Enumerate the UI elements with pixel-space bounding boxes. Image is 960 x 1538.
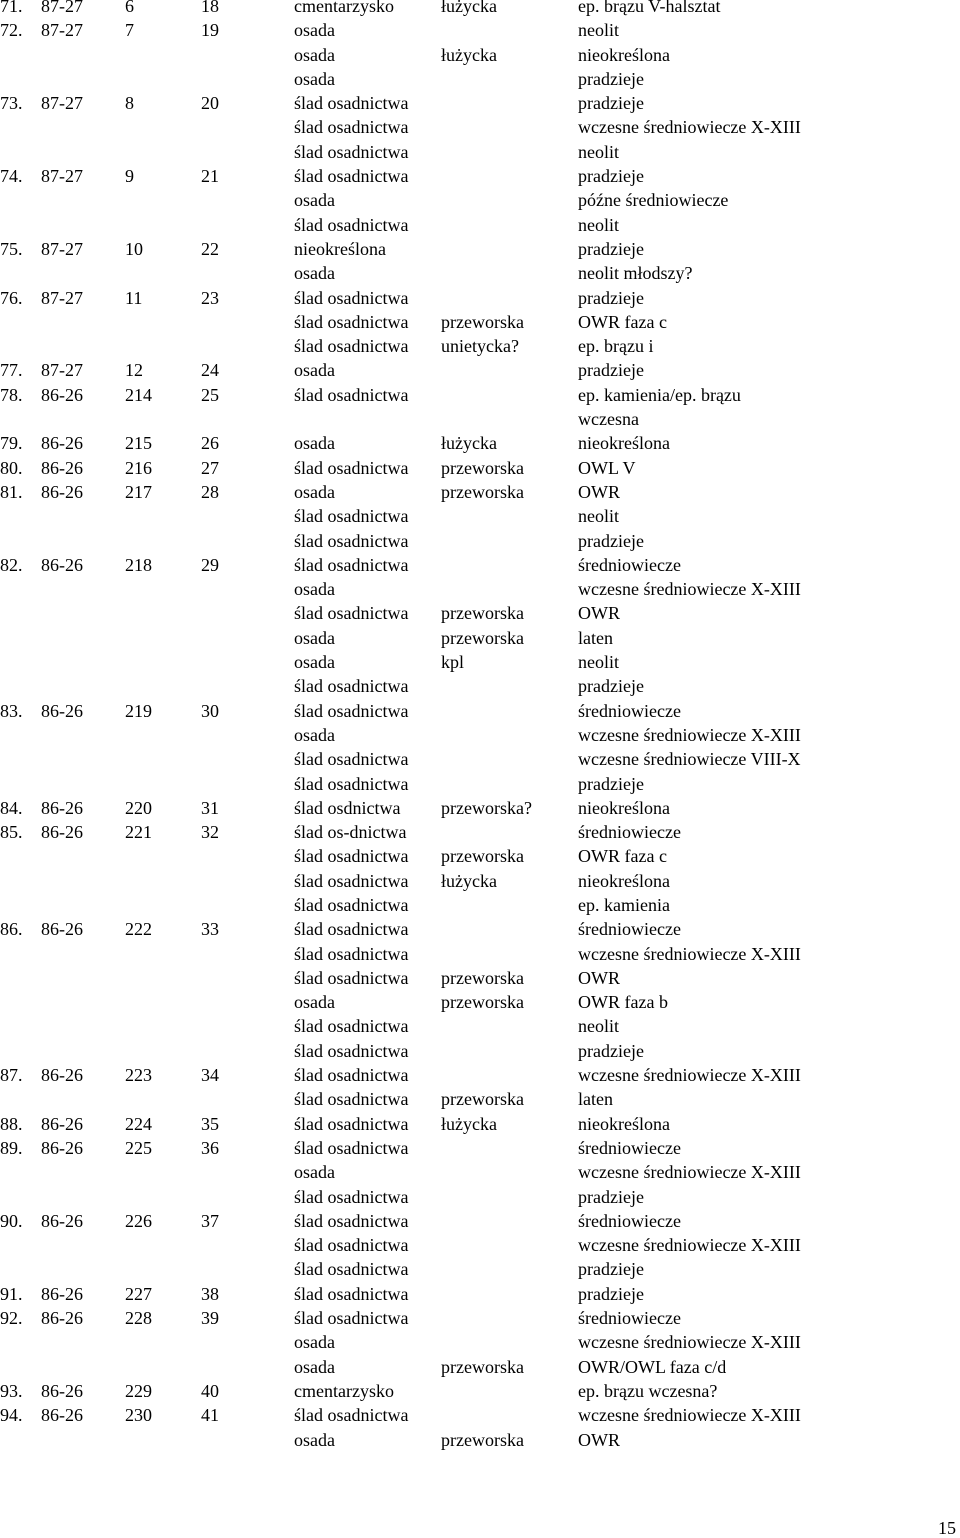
site-function-cell: ślad osadnictwa — [294, 1040, 409, 1061]
table-row — [0, 238, 960, 267]
entry-number-cell: 83. — [0, 700, 23, 721]
chronology-cell: nieokreślona — [578, 44, 670, 65]
table-row — [0, 263, 960, 291]
entry-number-cell: 82. — [0, 554, 23, 575]
culture-cell: przeworska — [441, 846, 524, 867]
entry-number-cell: 87. — [0, 1065, 23, 1086]
culture-cell: przeworska — [441, 1089, 524, 1110]
site-no-in-village-cell: 29 — [201, 554, 219, 575]
site-function-cell: ślad osadnictwa — [294, 1259, 409, 1280]
site-function-cell: osada — [294, 190, 335, 211]
entry-number-cell: 76. — [0, 287, 23, 308]
site-no-in-village-cell: 28 — [201, 481, 219, 502]
site-no-in-village-cell: 18 — [201, 0, 219, 16]
chronology-cell: pradzieje — [578, 773, 644, 794]
table-row — [0, 1210, 960, 1239]
chronology-cell: pradzieje — [578, 238, 644, 259]
culture-cell: łużycka — [441, 0, 497, 16]
table-row — [0, 336, 960, 364]
site-function-cell: ślad osadnictwa — [294, 943, 409, 964]
chronology-cell: średniowiecze — [578, 554, 681, 575]
chronology-cell: neolit młodszy? — [578, 263, 693, 284]
site-function-cell: ślad os-dnictwa — [294, 822, 407, 843]
site-no-on-sheet-cell: 7 — [125, 20, 134, 41]
site-function-cell: ślad osadnictwa — [294, 214, 409, 235]
table-row — [0, 166, 960, 194]
culture-cell: łużycka — [441, 44, 497, 65]
table-row — [0, 724, 960, 753]
culture-cell: przeworska — [441, 311, 524, 332]
site-no-in-village-cell: 38 — [201, 1283, 219, 1304]
chronology-cell: pradzieje — [578, 1259, 644, 1280]
culture-cell: przeworska? — [441, 797, 532, 818]
chronology-cell: neolit — [578, 214, 619, 235]
site-function-cell: ślad osadnictwa — [294, 554, 409, 575]
entry-number-cell: 88. — [0, 1113, 23, 1134]
site-function-cell: osada — [294, 652, 335, 673]
table-row — [0, 554, 960, 583]
site-no-on-sheet-cell: 228 — [125, 1308, 152, 1329]
table-row — [0, 1235, 960, 1263]
table-row — [0, 919, 960, 947]
site-function-cell: ślad osadnictwa — [294, 846, 409, 867]
chronology-cell: neolit — [578, 141, 619, 162]
entry-number-cell: 72. — [0, 20, 23, 41]
site-function-cell: cmentarzysko — [294, 1380, 394, 1401]
az-sheet-cell: 86-26 — [41, 1283, 83, 1304]
entry-number-cell: 94. — [0, 1405, 23, 1426]
chronology-cell: pradzieje — [578, 166, 644, 187]
site-no-in-village-cell: 39 — [201, 1308, 219, 1329]
az-sheet-cell: 86-26 — [41, 1137, 83, 1158]
az-sheet-cell: 87-27 — [41, 93, 83, 114]
culture-cell: unietycka? — [441, 336, 519, 357]
chronology-cell: wczesne średniowiecze X-XIII — [578, 724, 801, 745]
site-function-cell: cmentarzysko — [294, 0, 394, 16]
site-function-cell: osada — [294, 68, 335, 89]
site-no-in-village-cell: 41 — [201, 1405, 219, 1426]
table-row — [0, 1162, 960, 1190]
site-function-cell: osada — [294, 433, 335, 454]
az-sheet-cell: 87-27 — [41, 360, 83, 381]
site-no-on-sheet-cell: 229 — [125, 1380, 152, 1401]
site-no-in-village-cell: 34 — [201, 1065, 219, 1086]
site-no-in-village-cell: 27 — [201, 457, 219, 478]
site-function-cell: ślad osadnictwa — [294, 894, 409, 915]
az-sheet-cell: 86-26 — [41, 1065, 83, 1086]
site-no-on-sheet-cell: 12 — [125, 360, 143, 381]
chronology-cell: neolit — [578, 1016, 619, 1037]
az-sheet-cell: 86-26 — [41, 384, 83, 405]
site-no-on-sheet-cell: 219 — [125, 700, 152, 721]
chronology-cell: ep. brązu i — [578, 336, 654, 357]
culture-cell: przeworska — [441, 627, 524, 648]
culture-cell: łużycka — [441, 433, 497, 454]
az-sheet-cell: 87-27 — [41, 0, 83, 16]
site-no-on-sheet-cell: 215 — [125, 433, 152, 454]
site-no-on-sheet-cell: 226 — [125, 1210, 152, 1231]
table-row — [0, 44, 960, 73]
table-row — [0, 1429, 960, 1458]
site-no-on-sheet-cell: 9 — [125, 166, 134, 187]
site-no-in-village-cell: 31 — [201, 797, 219, 818]
chronology-cell: pradzieje — [578, 68, 644, 89]
chronology-cell: wczesne średniowiecze X-XIII — [578, 1065, 801, 1086]
chronology-cell: wczesne średniowiecze X-XIII — [578, 1332, 801, 1353]
entry-number-cell: 90. — [0, 1210, 23, 1231]
chronology-cell: wczesne średniowiecze X-XIII — [578, 117, 801, 138]
site-no-on-sheet-cell: 10 — [125, 238, 143, 259]
chronology-cell: średniowiecze — [578, 822, 681, 843]
chronology-cell: średniowiecze — [578, 1137, 681, 1158]
site-no-on-sheet-cell: 216 — [125, 457, 152, 478]
chronology-cell: pradzieje — [578, 287, 644, 308]
chronology-cell: OWR/OWL faza c/d — [578, 1356, 727, 1377]
site-function-cell: osada — [294, 1429, 335, 1450]
site-function-cell: osada — [294, 627, 335, 648]
page-number: 15 — [938, 1518, 956, 1538]
chronology-cell: OWR — [578, 967, 620, 988]
entry-number-cell: 91. — [0, 1283, 23, 1304]
site-function-cell: ślad osadnictwa — [294, 676, 409, 697]
chronology-cell: wczesne średniowiecze X-XIII — [578, 1405, 801, 1426]
az-sheet-cell: 87-27 — [41, 166, 83, 187]
site-function-cell: osada — [294, 1356, 335, 1377]
site-function-cell: ślad osadnictwa — [294, 870, 409, 891]
site-function-cell: osada — [294, 992, 335, 1013]
chronology-cell: neolit — [578, 652, 619, 673]
site-no-in-village-cell: 24 — [201, 360, 219, 381]
az-sheet-cell: 86-26 — [41, 700, 83, 721]
chronology-cell: wczesne średniowiecze X-XIII — [578, 1235, 801, 1256]
entry-number-cell: 74. — [0, 166, 23, 187]
chronology-cell: wczesne średniowiecze X-XIII — [578, 1162, 801, 1183]
table-row — [0, 214, 960, 243]
table-row — [0, 1016, 960, 1044]
chronology-cell: neolit — [578, 506, 619, 527]
chronology-cell: neolit — [578, 20, 619, 41]
entry-number-cell: 86. — [0, 919, 23, 940]
chronology-cell: pradzieje — [578, 93, 644, 114]
site-function-cell: ślad osadnictwa — [294, 1186, 409, 1207]
site-no-on-sheet-cell: 222 — [125, 919, 152, 940]
table-row — [0, 652, 960, 680]
chronology-cell: pradzieje — [578, 530, 644, 551]
site-function-cell: ślad osadnictwa — [294, 141, 409, 162]
site-no-on-sheet-cell: 220 — [125, 797, 152, 818]
site-function-cell: ślad osadnictwa — [294, 749, 409, 770]
az-sheet-cell: 86-26 — [41, 1308, 83, 1329]
culture-cell: przeworska — [441, 603, 524, 624]
site-function-cell: ślad osadnictwa — [294, 1113, 409, 1134]
site-function-cell: ślad osadnictwa — [294, 603, 409, 624]
entry-number-cell: 75. — [0, 238, 23, 259]
entry-number-cell: 81. — [0, 481, 23, 502]
chronology-cell: pradzieje — [578, 676, 644, 697]
site-no-in-village-cell: 40 — [201, 1380, 219, 1401]
chronology-cell: ep. brązu V-halsztat — [578, 0, 721, 16]
culture-cell: łużycka — [441, 870, 497, 891]
site-no-in-village-cell: 37 — [201, 1210, 219, 1231]
chronology-cell: pradzieje — [578, 1186, 644, 1207]
table-row — [0, 870, 960, 899]
az-sheet-cell: 87-27 — [41, 287, 83, 308]
site-no-on-sheet-cell: 6 — [125, 0, 134, 16]
az-sheet-cell: 86-26 — [41, 433, 83, 454]
entry-number-cell: 92. — [0, 1308, 23, 1329]
table-row — [0, 506, 960, 534]
entry-number-cell: 80. — [0, 457, 23, 478]
site-function-cell: ślad osadnictwa — [294, 1089, 409, 1110]
site-no-in-village-cell: 32 — [201, 822, 219, 843]
site-no-in-village-cell: 20 — [201, 93, 219, 114]
site-no-in-village-cell: 35 — [201, 1113, 219, 1134]
chronology-cell: OWR faza b — [578, 992, 668, 1013]
table-row — [0, 1137, 960, 1166]
entry-number-cell: 79. — [0, 433, 23, 454]
entry-number-cell: 78. — [0, 384, 23, 405]
entry-number-cell: 71. — [0, 0, 23, 16]
chronology-cell: pradzieje — [578, 360, 644, 381]
az-sheet-cell: 86-26 — [41, 1380, 83, 1401]
table-row — [0, 117, 960, 145]
site-no-in-village-cell: 23 — [201, 287, 219, 308]
site-no-on-sheet-cell: 11 — [125, 287, 143, 308]
culture-cell: przeworska — [441, 1429, 524, 1450]
site-no-on-sheet-cell: 230 — [125, 1405, 152, 1426]
site-function-cell: ślad osadnictwa — [294, 1308, 409, 1329]
site-function-cell: ślad osadnictwa — [294, 117, 409, 138]
site-no-in-village-cell: 36 — [201, 1137, 219, 1158]
site-no-in-village-cell: 19 — [201, 20, 219, 41]
chronology-cell: ep. brązu wczesna? — [578, 1380, 718, 1401]
site-function-cell: ślad osadnictwa — [294, 287, 409, 308]
site-function-cell: ślad osadnictwa — [294, 1016, 409, 1037]
site-function-cell: ślad osdnictwa — [294, 797, 401, 818]
chronology-cell: późne średniowiecze — [578, 190, 729, 211]
site-function-cell: ślad osadnictwa — [294, 1137, 409, 1158]
site-no-on-sheet-cell: 214 — [125, 384, 152, 405]
site-no-in-village-cell: 21 — [201, 166, 219, 187]
site-no-on-sheet-cell: 8 — [125, 93, 134, 114]
chronology-cell: OWR faza c — [578, 311, 667, 332]
az-sheet-cell: 86-26 — [41, 822, 83, 843]
culture-cell: przeworska — [441, 1356, 524, 1377]
az-sheet-cell: 87-27 — [41, 238, 83, 259]
table-row — [0, 700, 960, 729]
chronology-cell: wczesne średniowiecze VIII-X — [578, 749, 801, 770]
site-function-cell: osada — [294, 1162, 335, 1183]
chronology-cell: wczesne średniowiecze X-XIII — [578, 579, 801, 600]
table-row — [0, 384, 960, 413]
chronology-cell: średniowiecze — [578, 1308, 681, 1329]
site-no-on-sheet-cell: 227 — [125, 1283, 152, 1304]
site-function-cell: osada — [294, 481, 335, 502]
table-row — [0, 627, 960, 656]
az-sheet-cell: 86-26 — [41, 919, 83, 940]
site-function-cell: ślad osadnictwa — [294, 93, 409, 114]
table-row — [0, 190, 960, 218]
chronology-cell: pradzieje — [578, 1040, 644, 1061]
entry-number-cell: 85. — [0, 822, 23, 843]
site-function-cell: ślad osadnictwa — [294, 1065, 409, 1086]
site-function-cell: ślad osadnictwa — [294, 166, 409, 187]
chronology-cell: nieokreślona — [578, 870, 670, 891]
chronology-cell: laten — [578, 627, 613, 648]
site-no-on-sheet-cell: 217 — [125, 481, 152, 502]
table-row — [0, 992, 960, 1020]
az-sheet-cell: 86-26 — [41, 554, 83, 575]
site-function-cell: ślad osadnictwa — [294, 530, 409, 551]
chronology-cell: laten — [578, 1089, 613, 1110]
table-row — [0, 93, 960, 121]
culture-cell: przeworska — [441, 457, 524, 478]
site-no-in-village-cell: 22 — [201, 238, 219, 259]
chronology-cell: nieokreślona — [578, 433, 670, 454]
chronology-cell: OWR — [578, 1429, 620, 1450]
chronology-cell: OWL V — [578, 457, 636, 478]
site-function-cell: osada — [294, 724, 335, 745]
site-function-cell: nieokreślona — [294, 238, 386, 259]
entry-number-cell: 73. — [0, 93, 23, 114]
site-no-on-sheet-cell: 223 — [125, 1065, 152, 1086]
culture-cell: kpl — [441, 652, 465, 673]
site-function-cell: osada — [294, 20, 335, 41]
site-function-cell: ślad osadnictwa — [294, 1405, 409, 1426]
az-sheet-cell: 86-26 — [41, 1405, 83, 1426]
az-sheet-cell: 86-26 — [41, 1113, 83, 1134]
entry-number-cell: 93. — [0, 1380, 23, 1401]
site-no-on-sheet-cell: 218 — [125, 554, 152, 575]
site-function-cell: ślad osadnictwa — [294, 506, 409, 527]
culture-cell: przeworska — [441, 967, 524, 988]
chronology-cell: ep. kamienia/ep. brązu — [578, 384, 741, 405]
site-function-cell: ślad osadnictwa — [294, 967, 409, 988]
table-row — [0, 481, 960, 510]
site-function-cell: ślad osadnictwa — [294, 336, 409, 357]
culture-cell: przeworska — [441, 481, 524, 502]
chronology-cell: ep. kamienia — [578, 894, 670, 915]
table-row — [0, 141, 960, 170]
entry-number-cell: 84. — [0, 797, 23, 818]
az-sheet-cell: 86-26 — [41, 1210, 83, 1231]
site-function-cell: osada — [294, 579, 335, 600]
entry-number-cell: 89. — [0, 1137, 23, 1158]
az-sheet-cell: 86-26 — [41, 457, 83, 478]
site-function-cell: ślad osadnictwa — [294, 1210, 409, 1231]
site-no-on-sheet-cell: 225 — [125, 1137, 152, 1158]
chronology-cell: OWR — [578, 481, 620, 502]
chronology-cell: OWR faza c — [578, 846, 667, 867]
site-no-on-sheet-cell: 224 — [125, 1113, 152, 1134]
site-no-in-village-cell: 26 — [201, 433, 219, 454]
site-function-cell: ślad osadnictwa — [294, 773, 409, 794]
table-row — [0, 749, 960, 777]
table-row — [0, 1308, 960, 1336]
site-function-cell: ślad osadnictwa — [294, 384, 409, 405]
az-sheet-cell: 86-26 — [41, 481, 83, 502]
chronology-cell: wczesne średniowiecze X-XIII — [578, 943, 801, 964]
site-no-on-sheet-cell: 221 — [125, 822, 152, 843]
az-sheet-cell: 86-26 — [41, 797, 83, 818]
chronology-cell: pradzieje — [578, 1283, 644, 1304]
site-no-in-village-cell: 33 — [201, 919, 219, 940]
table-row — [0, 0, 960, 24]
az-sheet-cell: 87-27 — [41, 20, 83, 41]
site-function-cell: ślad osadnictwa — [294, 1235, 409, 1256]
site-no-in-village-cell: 25 — [201, 384, 219, 405]
site-function-cell: ślad osadnictwa — [294, 700, 409, 721]
site-function-cell: ślad osadnictwa — [294, 311, 409, 332]
site-function-cell: ślad osadnictwa — [294, 457, 409, 478]
culture-cell: łużycka — [441, 1113, 497, 1134]
chronology-cell: nieokreślona — [578, 1113, 670, 1134]
site-function-cell: osada — [294, 360, 335, 381]
entry-number-cell: 77. — [0, 360, 23, 381]
site-no-in-village-cell: 30 — [201, 700, 219, 721]
table-row — [0, 68, 960, 97]
chronology-cell: nieokreślona — [578, 797, 670, 818]
chronology-cell: OWR — [578, 603, 620, 624]
site-function-cell: ślad osadnictwa — [294, 919, 409, 940]
site-function-cell: osada — [294, 263, 335, 284]
chronology-cell: średniowiecze — [578, 919, 681, 940]
chronology-cell: średniowiecze — [578, 700, 681, 721]
site-function-cell: ślad osadnictwa — [294, 1283, 409, 1304]
site-function-cell: osada — [294, 1332, 335, 1353]
site-function-cell: osada — [294, 44, 335, 65]
culture-cell: przeworska — [441, 992, 524, 1013]
chronology-cell: średniowiecze — [578, 1210, 681, 1231]
chronology-cell: wczesna — [578, 409, 639, 430]
